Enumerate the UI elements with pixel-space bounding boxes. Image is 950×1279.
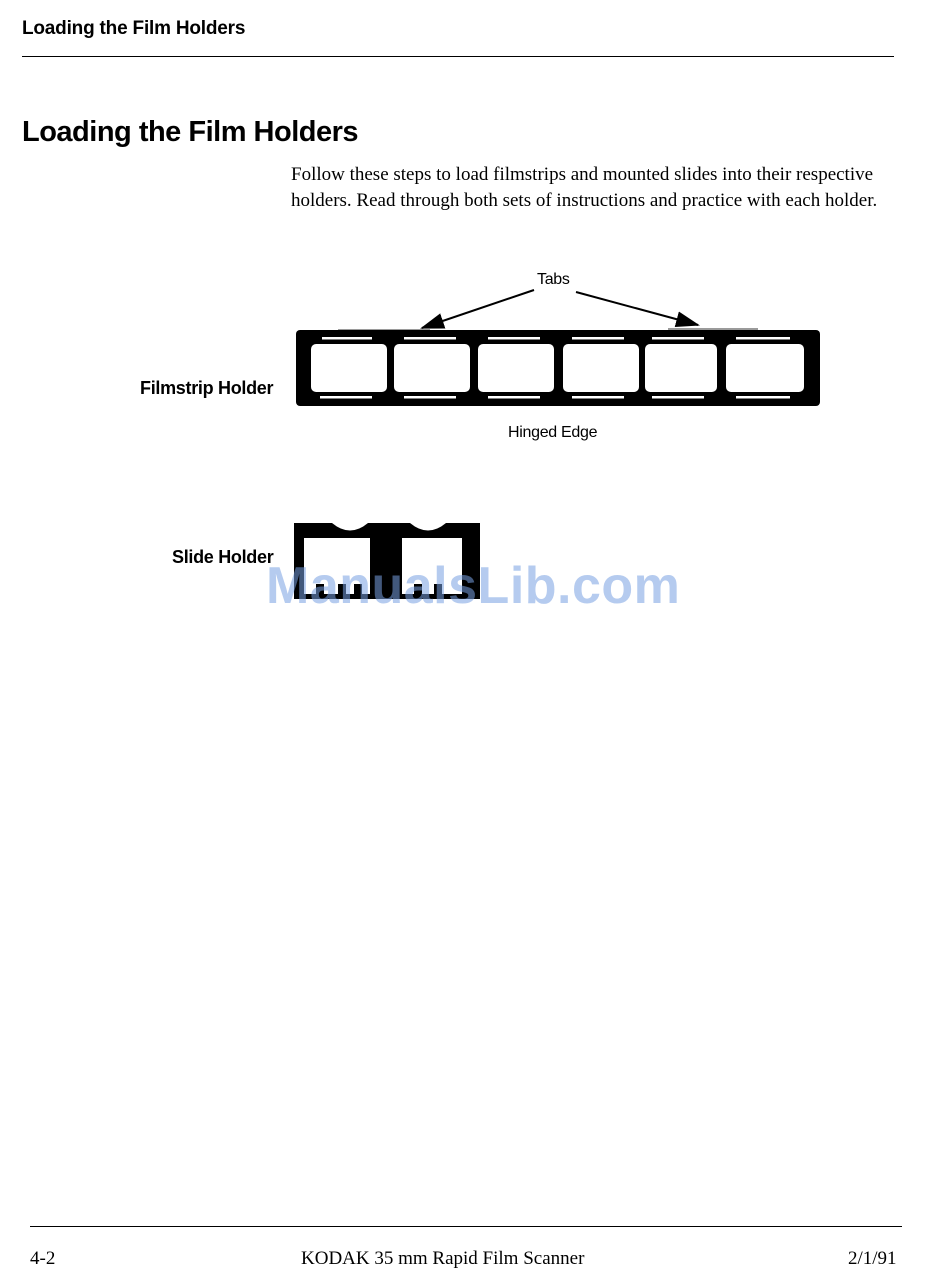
running-header: Loading the Film Holders	[22, 18, 246, 39]
footer-rule	[30, 1226, 902, 1227]
section-title: Loading the Film Holders	[22, 116, 359, 148]
hinged-edge-callout: Hinged Edge	[508, 424, 598, 441]
slide-holder-label: Slide Holder	[172, 547, 274, 567]
footer-date: 2/1/91	[848, 1248, 897, 1269]
header-rule	[22, 56, 894, 57]
tabs-callout: Tabs	[537, 271, 570, 288]
watermark: ManualsLib.com	[266, 557, 681, 615]
tab-arrow-right	[576, 292, 698, 325]
filmstrip-holder-label: Filmstrip Holder	[140, 378, 274, 398]
tab-arrow-left	[422, 290, 534, 328]
filmstrip-holder-diagram	[280, 270, 840, 420]
footer-page-number: 4-2	[30, 1248, 56, 1269]
intro-paragraph: Follow these steps to load filmstrips and mounted slides into their respective holders. Read through both sets of instructions and practice with each holder.	[291, 164, 878, 211]
footer-product: KODAK 35 mm Rapid Film Scanner	[301, 1248, 585, 1269]
